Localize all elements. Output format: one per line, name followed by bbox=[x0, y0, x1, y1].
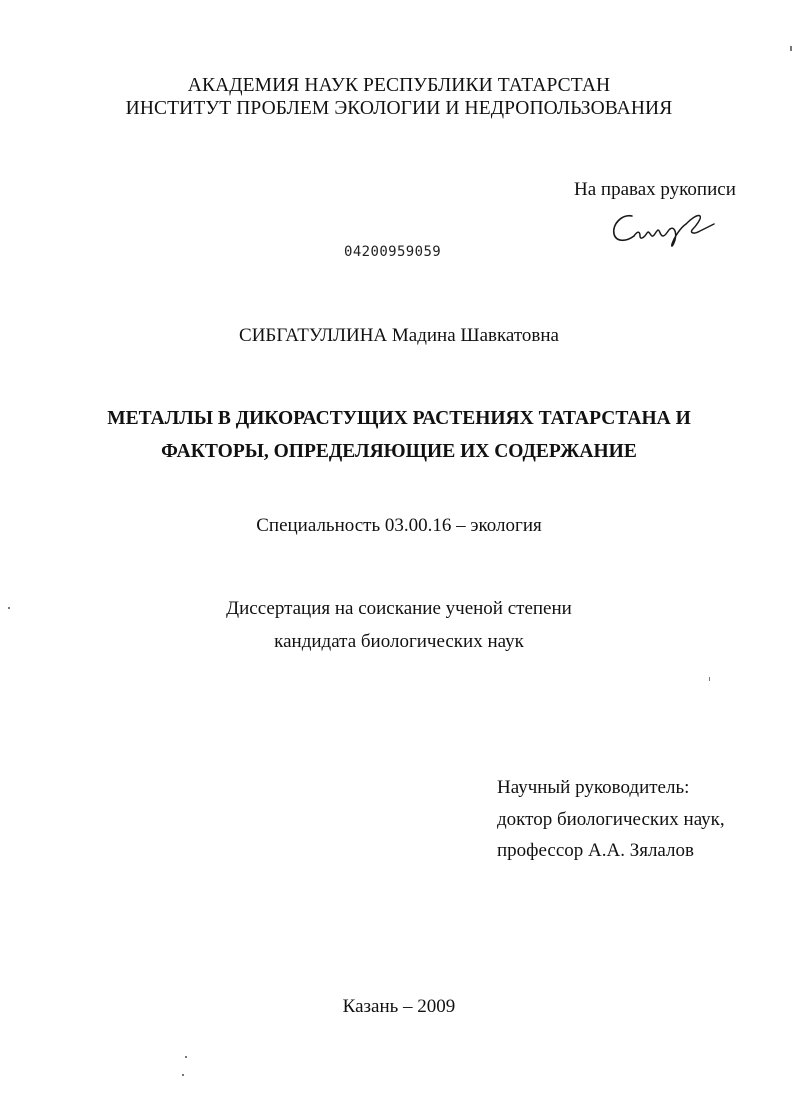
degree-line-1: Диссертация на соискание ученой степени bbox=[226, 598, 572, 619]
scan-speck bbox=[185, 1056, 187, 1058]
place-and-year: Казань – 2009 bbox=[342, 996, 456, 1017]
organization-line-1: АКАДЕМИЯ НАУК РЕСПУБЛИКИ ТАТАРСТАН bbox=[187, 75, 611, 96]
organization-line-2: ИНСТИТУТ ПРОБЛЕМ ЭКОЛОГИИ И НЕДРОПОЛЬЗОВАНИЯ bbox=[125, 98, 673, 119]
scan-speck bbox=[182, 1074, 184, 1076]
degree-line-2: кандидата биологических наук bbox=[274, 631, 524, 652]
title-line-2: ФАКТОРЫ, ОПРЕДЕЛЯЮЩИЕ ИХ СОДЕРЖАНИЕ bbox=[161, 441, 637, 462]
supervisor-label: Научный руководитель: bbox=[497, 777, 690, 798]
handwritten-signature bbox=[610, 208, 720, 250]
supervisor-name: профессор А.А. Зялалов bbox=[497, 840, 694, 861]
scan-speck bbox=[790, 46, 792, 51]
document-registration-code: 04200959059 bbox=[344, 244, 442, 260]
title-line-1: МЕТАЛЛЫ В ДИКОРАСТУЩИХ РАСТЕНИЯХ ТАТАРСТАНА И bbox=[107, 408, 691, 429]
scan-speck bbox=[8, 607, 10, 609]
scan-speck bbox=[709, 677, 710, 681]
specialty: Специальность 03.00.16 – экология bbox=[256, 515, 542, 536]
supervisor-degree: доктор биологических наук, bbox=[497, 809, 725, 830]
author-name: СИБГАТУЛЛИНА Мадина Шавкатовна bbox=[239, 325, 559, 346]
manuscript-rights-note: На правах рукописи bbox=[574, 179, 736, 200]
